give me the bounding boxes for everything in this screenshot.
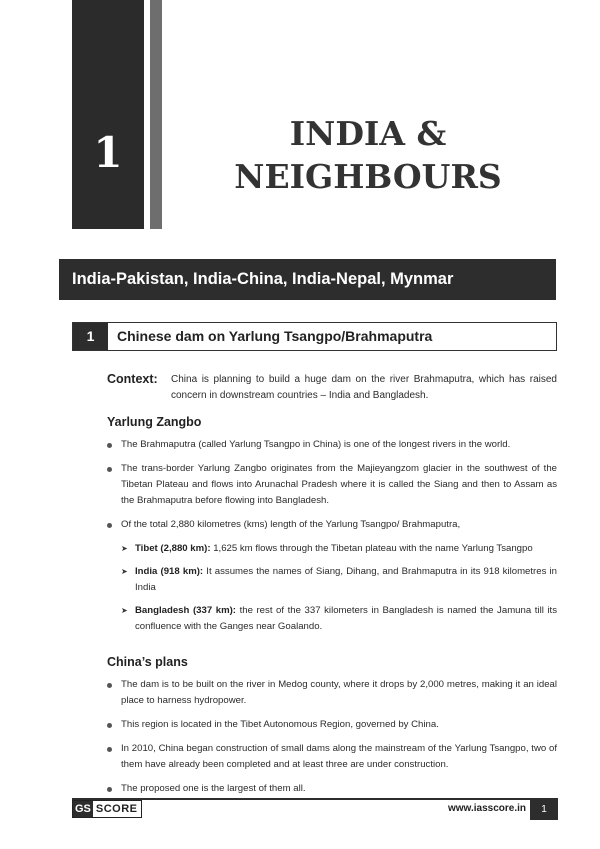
list-item: Of the total 2,880 kilometres (kms) length of the Yarlung Tsangpo/ Brahmaputra, ➤ Tibet (2,880 km): 1,625 km flows through the Tibetan plateau with the name Yarlung Tsangpo ➤ India (918 km): It assumes the names of Siang, Dihang, and Brahmaputra in its 918 kilometres in India ➤ Bangladesh (337 km): the rest of the 337 kilometers in Bangladesh is named the Jamuna till its confluence with the Ganges near Goalando. (107, 517, 557, 635)
list-item: In 2010, China began construction of small dams along the mainstream of the Yarlung Tsangpo, two of them have already been completed and at least three are under construction. (107, 741, 557, 773)
bullet-dot-icon (107, 443, 112, 448)
sub-list-item: ➤ Tibet (2,880 km): 1,625 km flows through the Tibetan plateau with the name Yarlung Tsangpo (121, 541, 557, 557)
yarlung-heading: Yarlung Zangbo (107, 415, 202, 429)
chapter-title-line1: INDIA & (289, 114, 447, 153)
chapter-title (208, 112, 528, 198)
list-item: The proposed one is the largest of them all. (107, 781, 557, 797)
context-label: Context: (107, 372, 158, 386)
logo-score: SCORE (93, 801, 141, 817)
length-sub-list (121, 541, 557, 635)
context-block (107, 372, 557, 404)
sub-list-item: ➤ Bangladesh (337 km): the rest of the 337 kilometers in Bangladesh is named the Jamuna till its confluence with the Ganges near Goalando. (121, 605, 558, 632)
topic-header (72, 322, 557, 351)
arrow-right-icon: ➤ (121, 544, 128, 553)
arrow-right-icon: ➤ (121, 567, 128, 576)
topic-number: 1 (73, 323, 108, 350)
bullet-dot-icon (107, 683, 112, 688)
chapter-title-line2: NEIGHBOURS (234, 157, 502, 196)
page-number: 1 (530, 800, 558, 820)
footer-url: www.iasscore.in (448, 803, 526, 814)
bullet-dot-icon (107, 723, 112, 728)
bullet-dot-icon (107, 523, 112, 528)
sub-list-item: ➤ India (918 km): It assumes the names of Siang, Dihang, and Brahmaputra in its 918 kilometres in India (121, 566, 557, 593)
plans-heading: China’s plans (107, 655, 188, 669)
list-item: The trans-border Yarlung Zangbo originates from the Majieyangzom glacier in the southwest of the Tibetan Plateau and flows into Arunachal Pradesh where it is called the Siang and then to Assam as the Brahmaputra before flowing into Bangladesh. (107, 461, 557, 509)
yarlung-bullet-list (107, 437, 557, 643)
gsscore-logo (72, 800, 142, 818)
list-item: This region is located in the Tibet Autonomous Region, governed by China. (107, 717, 557, 733)
list-item: The Brahmaputra (called Yarlung Tsangpo in China) is one of the longest rivers in the world. (107, 437, 557, 453)
section-title-bar: India-Pakistan, India-China, India-Nepal, Mynmar (59, 259, 556, 300)
bullet-dot-icon (107, 467, 112, 472)
context-text: China is planning to build a huge dam on the river Brahmaputra, which has raised concern in downstream countries – India and Bangladesh. (171, 374, 557, 401)
chapter-stripe (150, 0, 162, 229)
chapter-number: 1 (93, 128, 123, 177)
topic-title: Chinese dam on Yarlung Tsangpo/Brahmaputra (117, 328, 433, 344)
list-item: The dam is to be built on the river in Medog county, where it drops by 2,000 metres, making it an ideal place to harness hydropower. (107, 677, 557, 709)
bullet-dot-icon (107, 747, 112, 752)
plans-bullet-list (107, 677, 557, 805)
chapter-number-block (72, 0, 144, 229)
arrow-right-icon: ➤ (121, 606, 128, 615)
bullet-dot-icon (107, 787, 112, 792)
logo-gs: GS (75, 803, 91, 815)
